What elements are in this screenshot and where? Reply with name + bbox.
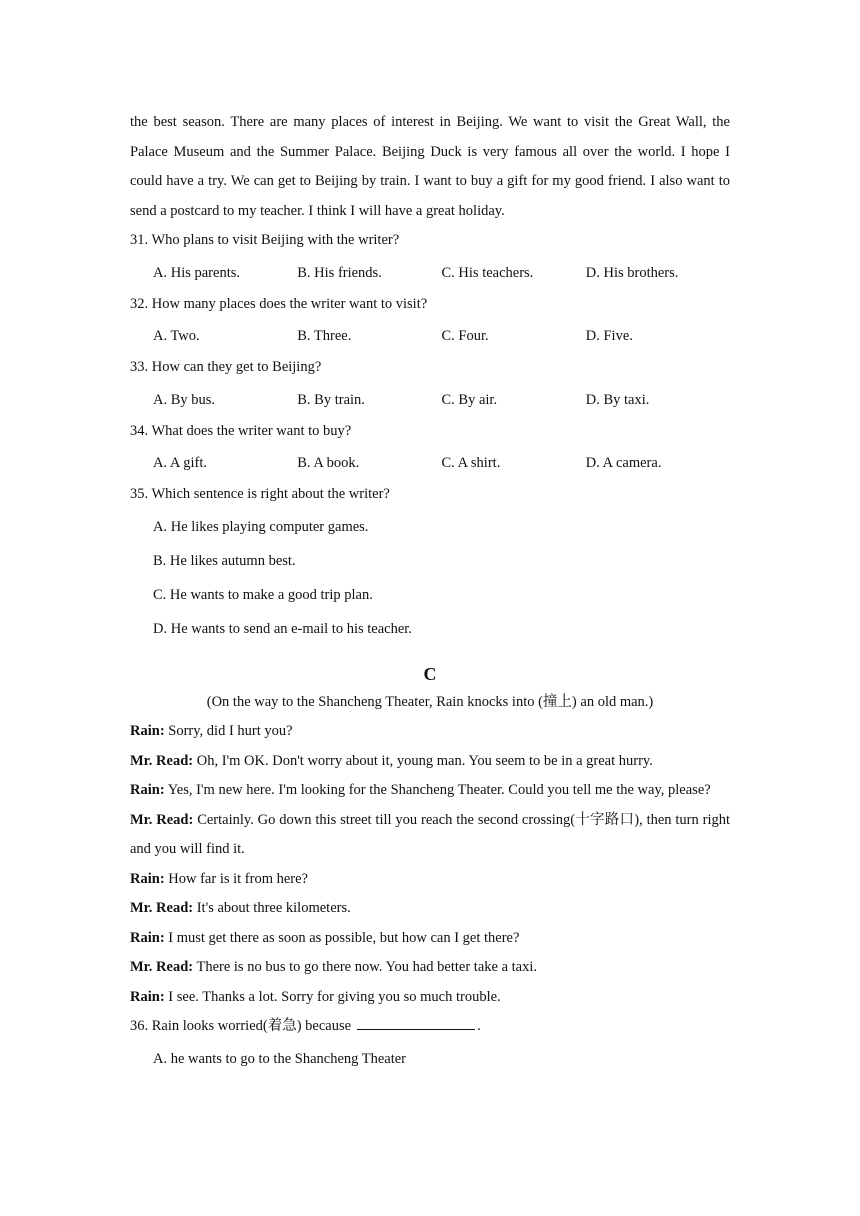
dialogue-line [130, 717, 730, 747]
question-stem: 34. What does the writer want to buy? [130, 422, 352, 439]
option-c[interactable]: C. He wants to make a good trip plan. [153, 586, 373, 603]
dialogue-line [130, 894, 730, 924]
speaker: Rain: [130, 988, 165, 1005]
options-row [153, 256, 730, 290]
question-stem: 32. How many places does the writer want to visit? [130, 295, 428, 312]
option-b[interactable]: B. He likes autumn best. [153, 552, 296, 569]
option-d[interactable]: D. A camera. [585, 455, 662, 471]
question-stem-text: 36. Rain looks worried(着急) because [130, 1018, 352, 1034]
options-row [153, 446, 730, 480]
dialogue-line [130, 776, 730, 806]
speaker: Rain: [130, 723, 165, 739]
option-d[interactable]: D. By taxi. [585, 391, 650, 408]
question-31 [130, 226, 730, 290]
option-d[interactable]: D. His brothers. [585, 264, 679, 281]
dialogue-line [130, 806, 730, 865]
dialogue-line [130, 747, 730, 777]
speaker: Mr. Read: [130, 959, 194, 975]
speaker: Mr. Read: [130, 900, 194, 916]
question-33 [130, 353, 730, 417]
answer-blank[interactable] [357, 1015, 475, 1030]
dialogue-line [130, 953, 730, 983]
option-c[interactable]: C. Four. [441, 328, 489, 344]
option-a[interactable]: A. he wants to go to the Shancheng Theater [153, 1050, 407, 1067]
section-intro: (On the way to the Shancheng Theater, Rain knocks into (撞上) an old man.) [206, 693, 654, 710]
options-row [153, 319, 730, 353]
options-row [153, 383, 730, 417]
dialogue-line [130, 983, 730, 1013]
section-title: C [423, 663, 437, 684]
line-text: Oh, I'm OK. Don't worry about it, young man. You seem to be in a great hurry. [196, 752, 653, 769]
option-b[interactable]: B. His friends. [297, 264, 382, 281]
option-b[interactable]: B. Three. [297, 328, 352, 344]
line-text: There is no bus to go there now. You had better take a taxi. [196, 959, 538, 975]
speaker: Mr. Read: [130, 752, 194, 769]
option-d[interactable]: D. He wants to send an e-mail to his teacher. [153, 620, 412, 637]
question-35 [130, 480, 730, 646]
option-b[interactable]: B. By train. [297, 391, 365, 408]
document-page [130, 108, 730, 1076]
line-text: Certainly. Go down this street till you reach the second crossing(十字路口), then turn right and you will find it. [130, 811, 730, 857]
question-stem-end: . [477, 1018, 481, 1034]
speaker: Rain: [130, 929, 165, 946]
speaker: Rain: [130, 782, 165, 798]
option-c[interactable]: C. His teachers. [441, 264, 534, 281]
question-34 [130, 417, 730, 481]
question-stem: 35. Which sentence is right about the writer? [130, 486, 390, 502]
speaker: Rain: [130, 870, 165, 887]
dialogue-line [130, 865, 730, 895]
line-text: I must get there as soon as possible, but how can I get there? [168, 929, 520, 946]
option-c[interactable]: C. A shirt. [441, 455, 501, 471]
line-text: I see. Thanks a lot. Sorry for giving you so much trouble. [168, 988, 501, 1005]
line-text: Sorry, did I hurt you? [168, 723, 293, 739]
option-a[interactable]: A. He likes playing computer games. [153, 518, 369, 535]
question-stem: 31. Who plans to visit Beijing with the writer? [130, 232, 400, 248]
option-b[interactable]: B. A book. [297, 455, 360, 471]
line-text: It's about three kilometers. [196, 900, 351, 916]
option-a[interactable]: A. His parents. [153, 264, 240, 281]
question-stem: 33. How can they get to Beijing? [130, 359, 322, 375]
option-a[interactable]: A. A gift. [153, 455, 207, 471]
question-32 [130, 290, 730, 354]
option-a[interactable]: A. By bus. [153, 391, 216, 408]
option-c[interactable]: C. By air. [441, 391, 498, 408]
dialogue [130, 717, 730, 1012]
passage-b-paragraph: the best season. There are many places of interest in Beijing. We want to visit the Great Wall, the Palace Museum and the Summer Palace. Beijing Duck is very famous all over the world. I hope I could have a try. We can get to Beijing by train. I want to buy a gift for my good friend. I also want to send a postcard to my teacher. I think I will have a great holiday. [130, 114, 730, 219]
line-text: How far is it from here? [168, 870, 308, 887]
question-stem [130, 1012, 730, 1042]
option-a[interactable]: A. Two. [153, 328, 200, 344]
dialogue-line [130, 924, 730, 954]
option-d[interactable]: D. Five. [585, 328, 633, 344]
question-36 [130, 1012, 730, 1076]
speaker: Mr. Read: [130, 811, 194, 828]
line-text: Yes, I'm new here. I'm looking for the Shancheng Theater. Could you tell me the way, please? [167, 782, 711, 798]
